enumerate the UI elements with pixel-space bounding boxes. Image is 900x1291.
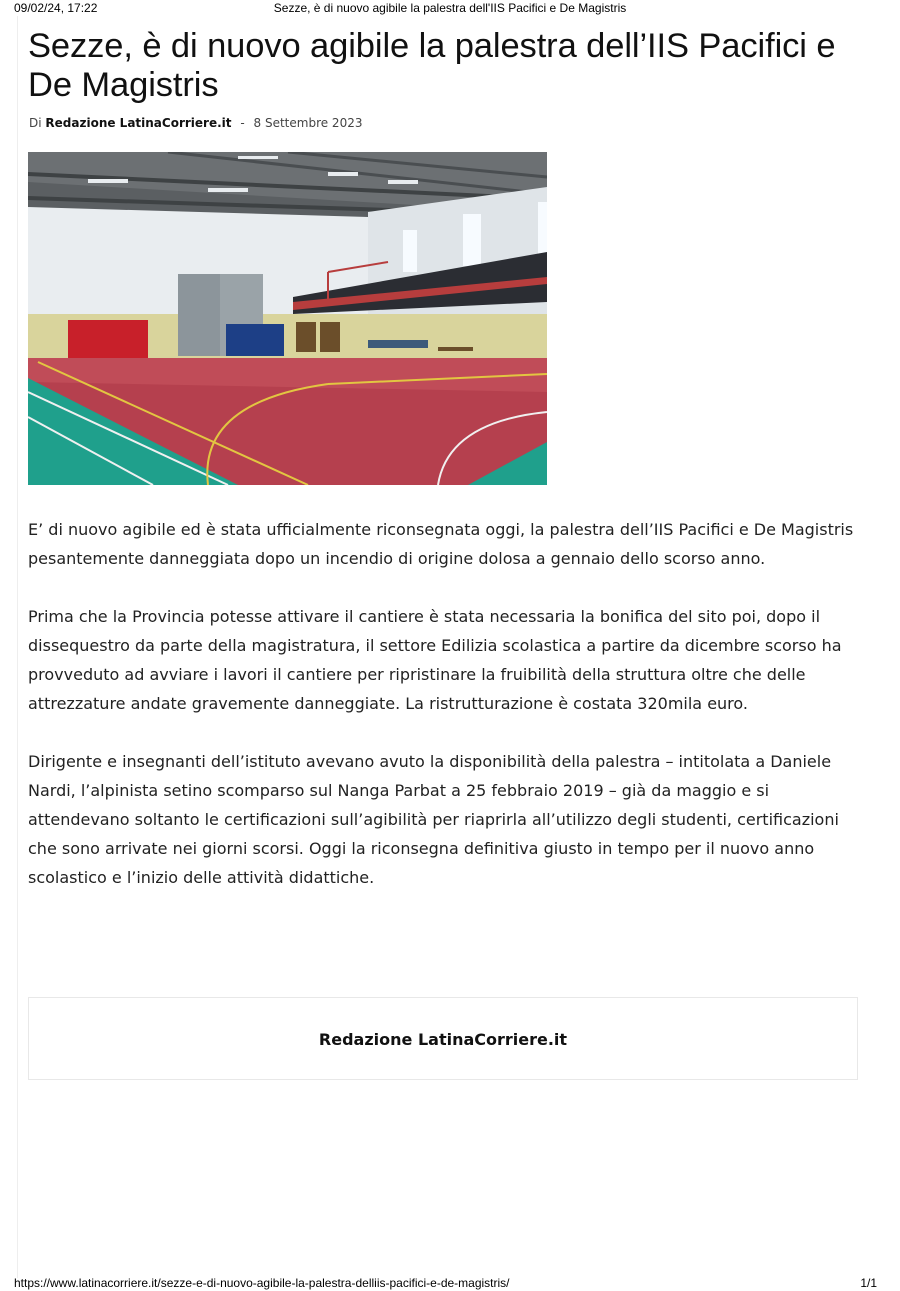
article-body bbox=[28, 515, 868, 921]
article-headline: Sezze, è di nuovo agibile la palestra dell’IIS Pacifici e De Magistris bbox=[28, 27, 836, 104]
publish-date: 8 Settembre 2023 bbox=[253, 116, 363, 130]
page-left-rule bbox=[17, 16, 18, 1278]
author-link[interactable]: Redazione LatinaCorriere.it bbox=[45, 116, 232, 130]
article-paragraph: Dirigente e insegnanti dell’istituto avevano avuto la disponibilità della palestra – intitolata a Daniele Nardi, l’alpinista setino scomparso sul Nanga Parbat a 25 febbraio 2019 – già da maggio e si attendevano soltanto le certificazioni sull’agibilità per riaprirla all’utilizzo degli studenti, certificazioni che sono arrivate nei giorni scorsi. Oggi la riconsegna definitiva giusto in tempo per il nuovo anno scolastico e l’inizio delle attività didattiche. bbox=[28, 752, 839, 887]
author-box-name-link[interactable]: Redazione LatinaCorriere.it bbox=[318, 1030, 568, 1049]
article-paragraph: E’ di nuovo agibile ed è stata ufficialmente riconsegnata oggi, la palestra dell’IIS Pacifici e De Magistris pesantemente danneggiata dopo un incendio di origine dolosa a gennaio dello scorso anno. bbox=[28, 520, 854, 568]
article-photo bbox=[28, 152, 547, 485]
print-datetime: 09/02/24, 17:22 bbox=[14, 1, 98, 15]
print-url: https://www.latinacorriere.it/sezze-e-di-nuovo-agibile-la-palestra-delliis-pacifici-e-de-magistris/ bbox=[14, 1276, 510, 1290]
byline-prefix: Di bbox=[29, 116, 42, 130]
article-byline bbox=[29, 116, 362, 130]
print-page-number: 1/1 bbox=[860, 1276, 877, 1290]
print-page-title: Sezze, è di nuovo agibile la palestra dell'IIS Pacifici e De Magistris bbox=[273, 1, 627, 15]
byline-separator: - bbox=[240, 116, 245, 130]
print-header bbox=[0, 0, 900, 16]
author-box bbox=[28, 997, 858, 1080]
article-paragraph: Prima che la Provincia potesse attivare il cantiere è stata necessaria la bonifica del sito poi, dopo il dissequestro da parte della magistratura, il settore Edilizia scolastica a partire da dicembre scorso ha provveduto ad avviare i lavori il cantiere per ripristinare la fruibilità della struttura oltre che delle attrezzature andate gravemente danneggiate. La ristrutturazione è costata 320mila euro. bbox=[28, 607, 842, 713]
print-footer bbox=[0, 1276, 900, 1291]
